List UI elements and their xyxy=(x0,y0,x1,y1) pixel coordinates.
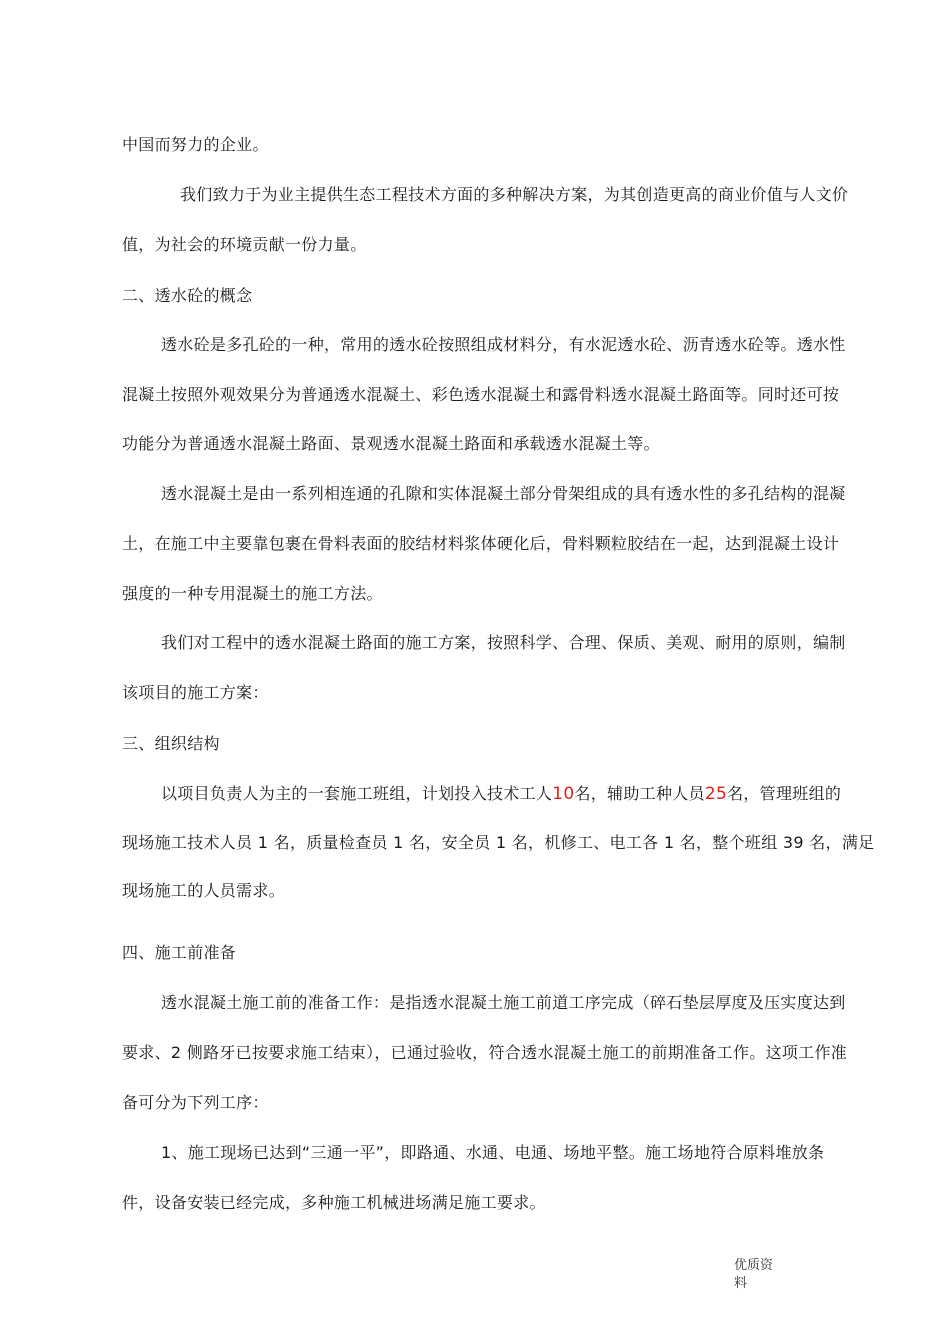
paragraph-line: 值，为社会的环境贡献一份力量。 xyxy=(122,235,367,254)
paragraph-line: 我们对工程中的透水混凝土路面的施工方案，按照科学、合理、保质、美观、耐用的原则，编制 xyxy=(161,633,846,652)
paragraph-line: 1、施工现场已达到“三通一平”，即路通、水通、电通、场地平整。施工场地符合原料堆放条 xyxy=(161,1143,825,1162)
footer-line: 优质资 xyxy=(734,1258,774,1273)
paragraph-line: 中国而努力的企业。 xyxy=(122,135,269,154)
text-segment: 名，辅助工种人员 xyxy=(574,784,705,803)
paragraph-line-staffing xyxy=(161,783,841,805)
section-heading-2: 二、透水砼的概念 xyxy=(122,286,253,305)
footer-line: 料 xyxy=(734,1276,748,1291)
paragraph-line: 强度的一种专用混凝土的施工方法。 xyxy=(122,584,383,603)
paragraph-line: 现场施工技术人员 1 名，质量检查员 1 名，安全员 1 名，机修工、电工各 1 名，整个班组 39 名，满足 xyxy=(122,833,875,852)
text-segment: 以项目负责人为主的一套施工班组，计划投入技术工人 xyxy=(161,784,553,803)
paragraph-line: 备可分为下列工序： xyxy=(122,1093,269,1112)
paragraph-line: 功能分为普通透水混凝土路面、景观透水混凝土路面和承载透水混凝土等。 xyxy=(122,434,660,453)
section-heading-4: 四、施工前准备 xyxy=(122,943,237,962)
footer-note xyxy=(734,1257,794,1293)
paragraph-line: 件，设备安装已经完成，多种施工机械进场满足施工要求。 xyxy=(122,1193,546,1212)
paragraph-line: 土，在施工中主要靠包裹在骨料表面的胶结材料浆体硬化后，骨料颗粒胶结在一起，达到混凝土设计 xyxy=(122,534,840,553)
paragraph-line: 现场施工的人员需求。 xyxy=(122,881,286,900)
paragraph-line: 要求、2 侧路牙已按要求施工结束），已通过验收，符合透水混凝土施工的前期准备工作。这项工作准 xyxy=(122,1043,848,1062)
paragraph-line: 我们致力于为业主提供生态工程技术方面的多种解决方案，为其创造更高的商业价值与人文价 xyxy=(180,185,849,204)
paragraph-line: 透水混凝土是由一系列相连通的孔隙和实体混凝土部分骨架组成的具有透水性的多孔结构的混凝 xyxy=(161,484,846,503)
section-heading-3: 三、组织结构 xyxy=(122,734,220,753)
technician-count: 10 xyxy=(552,784,575,804)
auxiliary-count: 25 xyxy=(704,784,728,804)
text-segment: 名，管理班组的 xyxy=(727,784,842,803)
paragraph-line: 混凝土按照外观效果分为普通透水混凝土、彩色透水混凝土和露骨料透水混凝土路面等。同时还可按 xyxy=(122,385,840,404)
paragraph-line: 该项目的施工方案： xyxy=(122,683,269,702)
paragraph-line: 透水砼是多孔砼的一种，常用的透水砼按照组成材料分，有水泥透水砼、沥青透水砼等。透水性 xyxy=(161,335,846,354)
paragraph-line: 透水混凝土施工前的准备工作：是指透水混凝土施工前道工序完成（碎石垫层厚度及压实度达到 xyxy=(161,993,846,1012)
